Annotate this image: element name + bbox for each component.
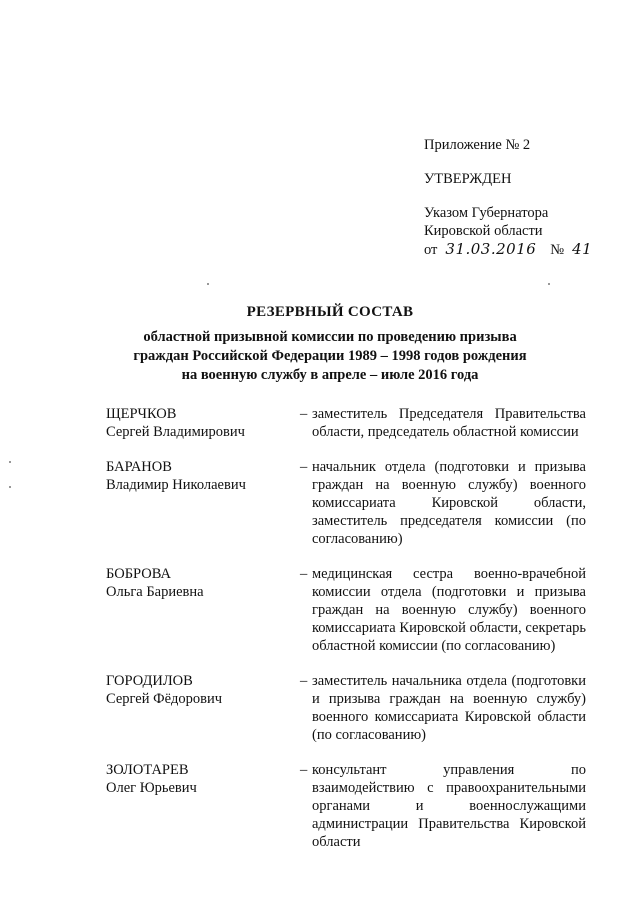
member-entry bbox=[106, 458, 590, 548]
member-surname: ГОРОДИЛОВ bbox=[106, 673, 193, 689]
member-person bbox=[106, 458, 300, 548]
member-entry bbox=[106, 761, 590, 851]
document-title: РЕЗЕРВНЫЙ СОСТАВ bbox=[246, 304, 414, 320]
decree-line-1: Указом Губернатора bbox=[424, 205, 549, 221]
approval-status: УТВЕРЖДЕН bbox=[424, 171, 512, 187]
member-person bbox=[106, 405, 300, 441]
member-entry bbox=[106, 565, 590, 655]
member-name: Ольга Бариевна bbox=[106, 584, 204, 600]
decree-date-line bbox=[424, 240, 592, 259]
member-name: Сергей Фёдорович bbox=[106, 691, 223, 707]
appendix-block bbox=[424, 136, 592, 259]
document-header bbox=[100, 303, 560, 385]
member-name: Олег Юрьевич bbox=[106, 780, 197, 796]
member-dash: – bbox=[300, 406, 308, 422]
scan-speck bbox=[9, 461, 11, 463]
number-sign: № bbox=[550, 242, 565, 258]
member-role: заместитель Председателя Правительства области, председатель областной комиссии bbox=[312, 406, 586, 440]
member-person bbox=[106, 761, 300, 851]
header-line-3: на военную службу в апреле – июле 2016 года bbox=[181, 367, 479, 383]
member-dash: – bbox=[300, 459, 308, 475]
member-role: заместитель начальника отдела (подготовки и призыва граждан на военную службу) военного комиссариата Кировской области (по согласованию) bbox=[312, 673, 586, 743]
header-line-1: областной призывной комиссии по проведению призыва bbox=[143, 329, 517, 345]
member-role: медицинская сестра военно-врачебной комиссии отдела (подготовки и призыва граждан на военную службу) военного комиссариата Кировской области, секретарь областной комиссии (по согласованию) bbox=[312, 566, 586, 654]
handwritten-number: 41 bbox=[572, 240, 593, 258]
member-entry bbox=[106, 672, 590, 744]
member-dash: – bbox=[300, 673, 308, 689]
member-name: Владимир Николаевич bbox=[106, 477, 246, 493]
scan-speck bbox=[207, 283, 209, 285]
member-person bbox=[106, 565, 300, 655]
decree-line-2: Кировской области bbox=[424, 223, 543, 239]
scan-speck bbox=[9, 486, 11, 488]
scan-speck bbox=[548, 283, 550, 285]
member-dash: – bbox=[300, 566, 308, 582]
member-entry bbox=[106, 405, 590, 441]
member-surname: БАРАНОВ bbox=[106, 459, 172, 475]
member-role: консультант управления по взаимодействию с правоохранительными органами и военнослужащими администрации Правительства Кировской области bbox=[312, 762, 586, 850]
header-line-2: граждан Российской Федерации 1989 – 1998 годов рождения bbox=[133, 348, 527, 364]
member-surname: БОБРОВА bbox=[106, 566, 171, 582]
member-person bbox=[106, 672, 300, 744]
member-surname: ЗОЛОТАРЕВ bbox=[106, 762, 189, 778]
members-list bbox=[106, 405, 590, 868]
member-name: Сергей Владимирович bbox=[106, 424, 245, 440]
handwritten-date: 31.03.2016 bbox=[445, 240, 537, 258]
member-role: начальник отдела (подготовки и призыва граждан на военную службу) военного комиссариата Кировской области, заместитель председателя комиссии (по согласованию) bbox=[312, 459, 586, 547]
member-dash: – bbox=[300, 762, 308, 778]
member-surname: ЩЕРЧКОВ bbox=[106, 406, 177, 422]
appendix-number: Приложение № 2 bbox=[424, 137, 531, 153]
date-prefix: от bbox=[424, 242, 438, 258]
